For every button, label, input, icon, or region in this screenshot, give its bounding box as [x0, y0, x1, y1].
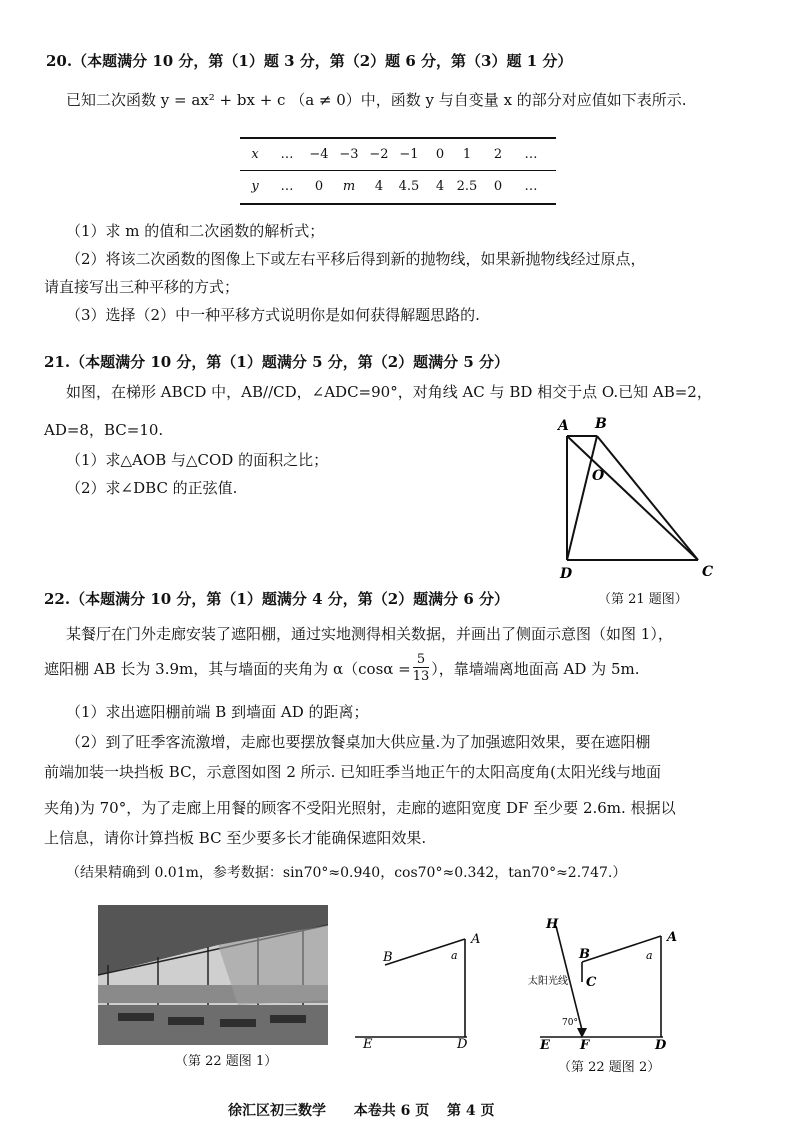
table-x-label: x — [251, 147, 259, 162]
edge-bc — [597, 436, 698, 560]
q21-header: 21.（本题满分 10 分，第（1）题满分 5 分，第（2）题满分 5 分） — [44, 353, 510, 371]
table-cell: … — [524, 147, 538, 162]
q21-part2: （2）求∠DBC 的正弦值. — [66, 479, 238, 497]
table-cell: 4 — [374, 179, 384, 194]
table-cell: … — [280, 147, 294, 162]
footer-school: 徐汇区初三数学 — [228, 1103, 326, 1119]
q21-trapezoid-figure — [540, 410, 730, 580]
fig2-angle-label: 70° — [562, 1018, 578, 1028]
table-row-y — [240, 175, 556, 199]
fig2-label-b: B — [579, 947, 590, 962]
q22-figure1-diagram — [355, 915, 505, 1050]
fig2-label-e: E — [540, 1038, 550, 1053]
fig2-label-c: C — [586, 975, 597, 990]
table-cell: 0 — [493, 179, 503, 194]
q21-part1: （1）求△AOB 与△COD 的面积之比； — [66, 451, 329, 469]
fig1-label-alpha: a — [451, 949, 458, 962]
footer-total-pages: 本卷共 6 页 — [353, 1103, 430, 1119]
fig2-label-alpha: a — [646, 949, 653, 962]
q22-line2 — [44, 653, 639, 683]
q21-line2: AD=8，BC=10. — [44, 421, 164, 439]
q22-line2-end: ），靠墙端离地面高 AD 为 5m. — [431, 659, 640, 678]
q20-part2-line1: （2）将该二次函数的图像上下或左右平移后得到新的抛物线，如果新抛物线经过原点， — [66, 250, 646, 268]
fig2-label-f: F — [580, 1038, 590, 1053]
q22-part2-line3: 夹角)为 70°，为了走廊上用餐的顾客不受阳光照射，走廊的遮阳宽度 DF 至少要 2.6m. 根据以 — [44, 799, 676, 817]
table-cell: 4.5 — [398, 179, 420, 194]
table-bottom-rule — [240, 203, 556, 205]
table-cell: m — [342, 179, 356, 194]
fig2-label-h: H — [546, 917, 559, 932]
q22-part2-line1: （2）到了旺季客流激增，走廊也要摆放餐桌加大供应量.为了加强遮阳效果，要在遮阳棚 — [66, 733, 651, 751]
q22-figure2-caption: （第 22 题图 2） — [558, 1060, 661, 1075]
q22-precision-note: （结果精确到 0.01m，参考数据：sin70°≈0.940，cos70°≈0.342，tan70°≈2.747.） — [66, 865, 627, 881]
q22-line2-start: 遮阳棚 AB 长为 3.9m，其与墙面的夹角为 α（cosα = — [44, 659, 411, 678]
fig2-label-a: A — [667, 930, 678, 945]
table-cell: 0 — [435, 147, 445, 162]
q22-part2-line4: 上信息，请你计算挡板 BC 至少要多长才能确保遮阳效果. — [44, 829, 427, 847]
table-top-rule — [240, 137, 556, 139]
table-mid-rule — [240, 170, 556, 171]
table-cell: −1 — [399, 147, 419, 162]
table-y-label: y — [251, 179, 259, 194]
q20-part3: （3）选择（2）中一种平移方式说明你是如何获得解题思路的. — [66, 306, 480, 324]
table-cell: −4 — [309, 147, 329, 162]
table-cell: 0 — [314, 179, 324, 194]
q20-intro: 已知二次函数 y = ax² + bx + c （a ≠ 0）中，函数 y 与自变量 x 的部分对应值如下表所示. — [66, 91, 687, 109]
table-cell: −2 — [369, 147, 389, 162]
table-cell: … — [524, 179, 538, 194]
table-cell: 1 — [462, 147, 472, 162]
q20-part2-line2: 请直接写出三种平移的方式； — [44, 278, 240, 296]
cos-alpha-fraction — [413, 653, 430, 683]
label-b: B — [595, 416, 607, 432]
fig1-label-e: E — [363, 1037, 373, 1050]
table-cell: 2.5 — [456, 179, 478, 194]
label-d: D — [560, 566, 573, 580]
label-o: O — [592, 468, 605, 484]
footer-page-number: 第 4 页 — [447, 1103, 495, 1119]
fraction-numerator: 5 — [413, 653, 430, 668]
table-cell: 4 — [435, 179, 445, 194]
q22-figure1-caption: （第 22 题图 1） — [175, 1054, 278, 1069]
fraction-denominator: 13 — [412, 669, 430, 684]
q22-part2-line2: 前端加装一块挡板 BC，示意图如图 2 所示. 已知旺季当地正午的太阳高度角(太阳光线与地面 — [44, 763, 662, 781]
label-c: C — [702, 564, 714, 580]
fig1-label-b: B — [383, 950, 393, 965]
q22-header: 22.（本题满分 10 分，第（1）题满分 4 分，第（2）题满分 6 分） — [44, 590, 510, 608]
fig2-label-d: D — [655, 1038, 667, 1053]
table-cell: −3 — [339, 147, 359, 162]
table-cell: … — [280, 179, 294, 194]
diagonal-ac — [567, 436, 698, 560]
q20-part1: （1）求 m 的值和二次函数的解析式； — [66, 222, 325, 240]
q22-part1: （1）求出遮阳棚前端 B 到墙面 AD 的距离； — [66, 703, 369, 721]
q21-figure-caption: （第 21 题图） — [598, 592, 688, 607]
label-a: A — [558, 418, 569, 434]
q21-line1: 如图，在梯形 ABCD 中，AB//CD，∠ADC=90°，对角线 AC 与 BD 相交于点 O.已知 AB=2， — [66, 383, 712, 401]
q22-figure2-diagram — [528, 910, 693, 1055]
table-row-x — [240, 143, 556, 167]
corridor-photo — [98, 905, 328, 1045]
table-cell: 2 — [493, 147, 503, 162]
footer — [228, 1100, 495, 1120]
diagonal-bd — [567, 436, 597, 560]
q20-header: 20.（本题满分 10 分，第（1）题 3 分，第（2）题 6 分，第（3）题 1 分） — [46, 52, 573, 70]
fig1-label-d: D — [457, 1037, 468, 1050]
fig2-sunlight-label: 太阳光线 — [528, 976, 568, 987]
fig1-label-a: A — [471, 932, 481, 947]
q22-line1: 某餐厅在门外走廊安装了遮阳棚，通过实地测得相关数据，并画出了侧面示意图（如图 1）， — [66, 625, 673, 643]
